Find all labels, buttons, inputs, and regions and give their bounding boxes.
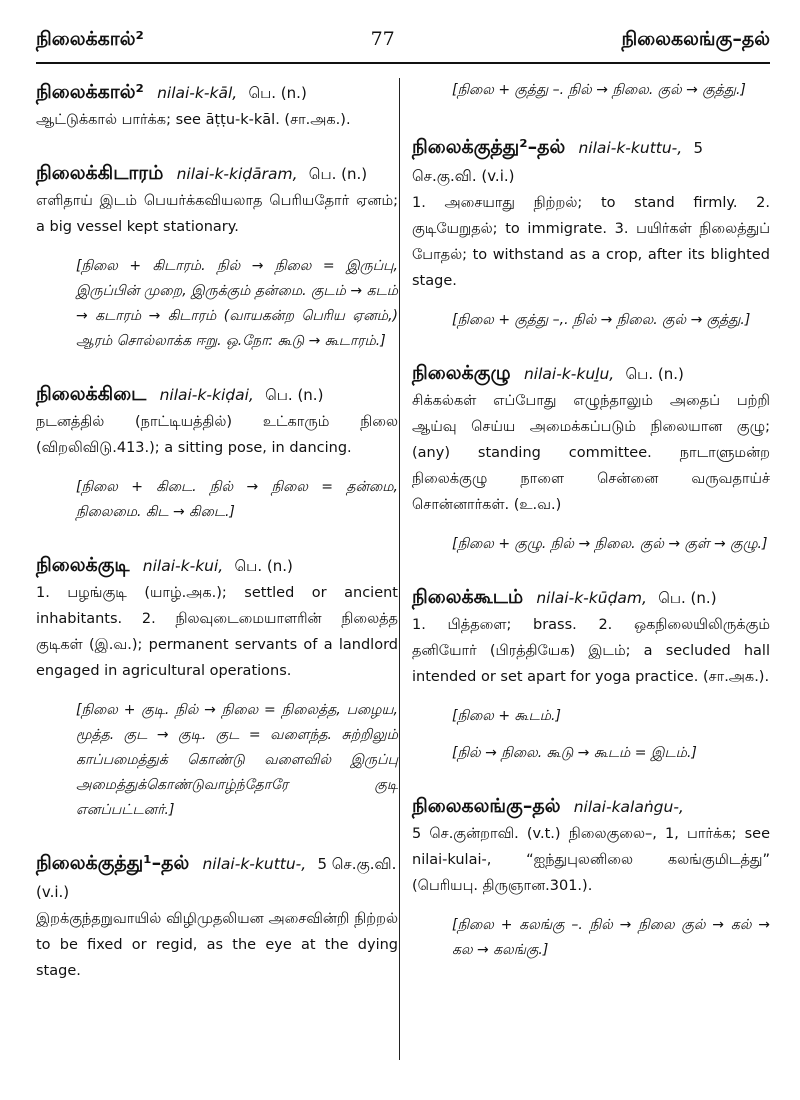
dictionary-entry <box>36 159 398 354</box>
definition: 1. பழங்குடி (யாழ்.அக.); settled or ancient inhabitants. 2. நிலவுடைமையாளரின் நிலைத்த குடிகள் (இ.வ.); permanent servants of a landlord engaged in agricultural operations. <box>36 585 398 679</box>
headword: நிலைக்குடி <box>36 554 130 576</box>
definition: இறக்குந்தறுவாயில் விழிமுதலியன அசைவின்றி நிற்றல் to be fixed or regid, as the eye at the dying stage. <box>36 911 398 979</box>
headword: நிலைக்கூடம் <box>412 586 524 608</box>
dictionary-entry <box>412 792 770 963</box>
header-rule <box>36 62 770 64</box>
definition: நடனத்தில் (நாட்டியத்தில்) உட்காரும் நிலை (விறலிவிடு.413.); a sitting pose, in dancing. <box>36 414 398 456</box>
running-head <box>36 28 770 58</box>
dictionary-entry <box>412 133 770 333</box>
etymology <box>36 698 398 823</box>
part-of-speech: 5 செ.கு.வி. (v.i.) <box>412 139 703 185</box>
etymology <box>36 254 398 354</box>
transliteration: nilai-k-kūḍam, <box>536 589 647 607</box>
running-head-right: நிலைகலங்கு–தல் <box>621 28 770 50</box>
dictionary-entry <box>36 849 398 984</box>
dictionary-entry <box>36 551 398 823</box>
entry-head <box>412 792 770 821</box>
entry-head <box>412 133 770 190</box>
column-divider <box>399 78 400 1060</box>
headword: நிலைக்குத்து¹–தல் <box>36 852 190 874</box>
part-of-speech: பெ. (n.) <box>658 589 717 607</box>
dictionary-entry <box>412 583 770 766</box>
etymology <box>36 475 398 525</box>
etymology-text: [நிலை + கிடை. நில் → நிலை = தன்மை, நிலைமை. கிட → கிடை.] <box>76 479 398 520</box>
etymology-text: [நில் → நிலை. கூடு → கூடம் = இடம்.] <box>452 745 697 761</box>
part-of-speech: பெ. (n.) <box>234 557 293 575</box>
part-of-speech: பெ. (n.) <box>265 386 324 404</box>
etymology <box>412 308 770 333</box>
entry-head <box>36 78 398 107</box>
entry-head <box>412 359 770 388</box>
definition: 5 செ.குன்றாவி. (v.t.) நிலைகுலை–, 1, பார்க்க; see nilai-kulai-, “ஐந்துபுலனிலை கலங்குமிடத்து” (பெரியபு. திருஞான.301.). <box>412 826 770 894</box>
dictionary-entry <box>412 359 770 557</box>
part-of-speech: பெ. (n.) <box>625 365 684 383</box>
right-column <box>412 78 770 989</box>
dictionary-entry <box>36 78 398 133</box>
headword: நிலைக்கிடை <box>36 383 147 405</box>
part-of-speech: 5 செ.கு.வி. (v.i.) <box>36 855 397 901</box>
etymology-text: [நிலை + குத்து –. நில் → நிலை. குல் → குத்து.] <box>452 82 746 98</box>
transliteration: nilai-kalaṅgu-, <box>573 798 684 816</box>
definition: ஆட்டுக்கால் பார்க்க; see āṭṭu-k-kāl. (சா.அக.). <box>36 112 351 128</box>
transliteration: nilai-k-kiḍāram, <box>176 165 298 183</box>
left-column <box>36 78 398 1010</box>
etymology-text: [நிலை + கலங்கு –. நில் → நிலை குல் → கல் → கல → கலங்கு.] <box>452 917 770 958</box>
transliteration: nilai-k-kuttu-, <box>578 139 683 157</box>
continued-etymology <box>412 78 770 103</box>
running-head-left: நிலைக்கால்² <box>36 28 144 50</box>
etymology-text: [நிலை + கிடாரம். நில் → நிலை = இருப்பு, இருப்பின் முறை, இருக்கும் தன்மை. குடம் → கடம் → கடாரம் → கிடாரம் (வாயகன்ற பெரிய ஏனம்,) ஆரம் சொல்லாக்க ஈறு. ஒ.நோ: கூடு → கூடாரம்.] <box>76 258 398 349</box>
entry-head <box>36 159 398 188</box>
entry-head <box>36 849 398 906</box>
definition: எளிதாய் இடம் பெயர்க்கவியலாத பெரியதோர் ஏனம்; a big vessel kept stationary. <box>36 193 398 235</box>
part-of-speech: பெ. (n.) <box>308 165 368 183</box>
transliteration: nilai-k-kuḻu, <box>523 365 615 383</box>
transliteration: nilai-k-kiḍai, <box>159 386 254 404</box>
etymology <box>412 704 770 766</box>
headword: நிலைகலங்கு–தல் <box>412 795 561 817</box>
transliteration: nilai-k-kuttu-, <box>202 855 307 873</box>
transliteration: nilai-k-kui, <box>142 557 224 575</box>
headword: நிலைக்கால்² <box>36 81 144 103</box>
entry-head <box>36 551 398 580</box>
etymology-text: [நிலை + குழு. நில் → நிலை. குல் → குள் → குழு.] <box>452 536 768 552</box>
transliteration: nilai-k-kāl, <box>157 84 238 102</box>
definition: சிக்கல்கள் எப்போது எழுந்தாலும் அதைப் பற்றி ஆய்வு செய்ய அமைக்கப்படும் நிலையான குழு; (any) standing committee. நாடாளுமன்ற நிலைக்குழு நாளை சென்னை வருவதாய்ச் சொன்னார்கள். (உ.வ.) <box>412 393 770 513</box>
definition: 1. பித்தளை; brass. 2. ஒகநிலையிலிருக்கும் தனியோர் (பிரத்தியேக) இடம்; a secluded hall intended or set apart for yoga practice. (சா.அக.). <box>412 617 770 685</box>
headword: நிலைக்குழு <box>412 362 511 384</box>
dictionary-entry <box>36 380 398 525</box>
etymology-text: [நிலை + குடி. நில் → நிலை = நிலைத்த, பழைய, மூத்த. குட → குடி. குட = வளைந்த. சுற்றிலும் காப்பமைத்துக் கொண்டு வளைவில் இருப்பு அமைத்துக்கொண்டுவாழ்ந்தோரே குடி எனப்பட்டனர்.] <box>76 702 398 818</box>
entry-head <box>412 583 770 612</box>
definition: 1. அசையாது நிற்றல்; to stand firmly. 2. குடியேறுதல்; to immigrate. 3. பயிர்கள் நிலைத்துப் போதல்; to withstand as a crop, after its blighted stage. <box>412 195 770 289</box>
etymology <box>412 532 770 557</box>
etymology-text: [நிலை + கூடம்.] <box>452 708 561 724</box>
part-of-speech: பெ. (n.) <box>248 84 307 102</box>
etymology-text: [நிலை + குத்து –,. நில் → நிலை. குல் → குத்து.] <box>452 312 751 328</box>
page-number: 77 <box>370 28 395 50</box>
headword: நிலைக்கிடாரம் <box>36 162 164 184</box>
headword: நிலைக்குத்து²–தல் <box>412 136 566 158</box>
entry-head <box>36 380 398 409</box>
etymology <box>412 913 770 963</box>
